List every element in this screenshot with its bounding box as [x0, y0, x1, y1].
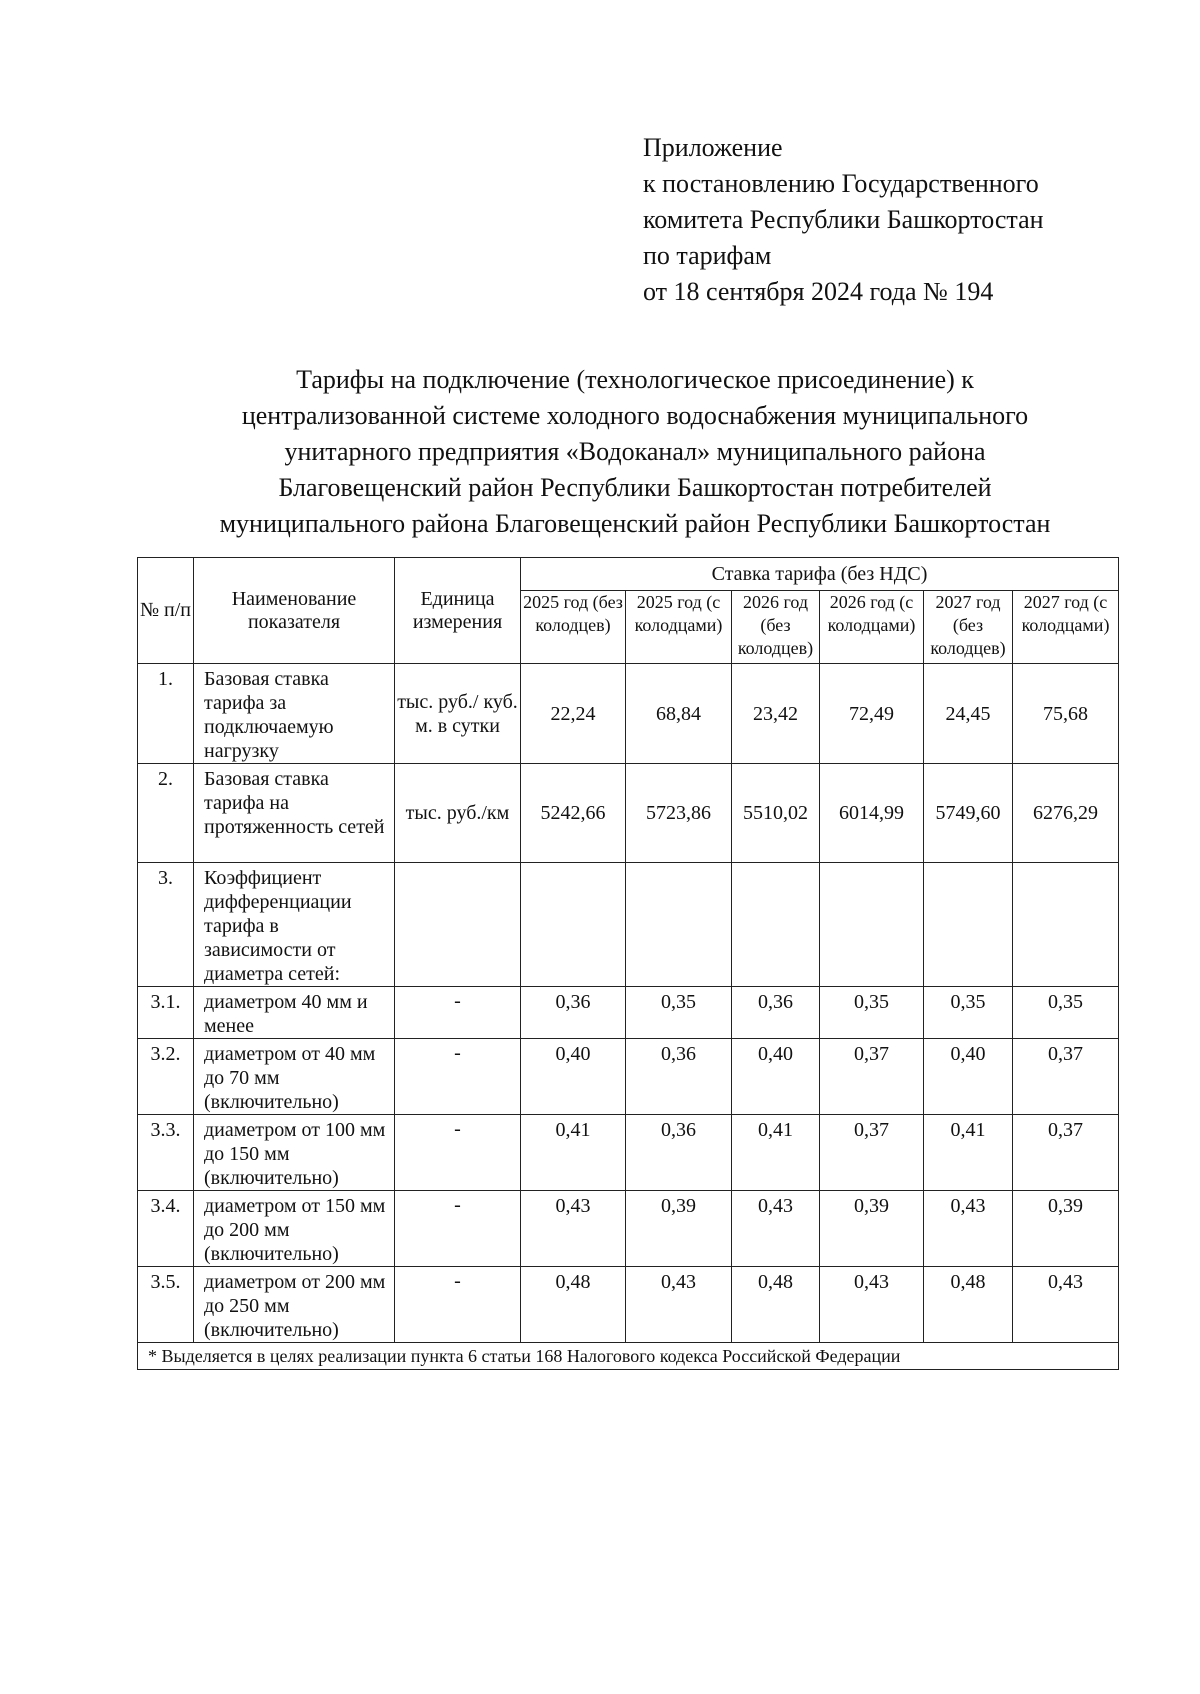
row-num: 3. — [138, 863, 194, 987]
tariff-table — [137, 557, 1119, 1370]
row-name: диаметром от 200 мм до 250 мм (включительно) — [194, 1267, 395, 1343]
footnote-row — [138, 1343, 1119, 1370]
row-value: 5723,86 — [626, 764, 732, 863]
document-title — [120, 362, 1150, 542]
row-value: 0,35 — [1013, 987, 1119, 1039]
row-value: 22,24 — [521, 664, 626, 764]
table-row — [138, 1115, 1119, 1191]
row-value: 0,39 — [1013, 1191, 1119, 1267]
row-value: 0,48 — [732, 1267, 820, 1343]
row-value: 0,39 — [820, 1191, 924, 1267]
row-num: 2. — [138, 764, 194, 863]
header-column: 2027 год (с колодцами) — [1013, 591, 1119, 664]
title-line: унитарного предприятия «Водоканал» муниципального района — [284, 437, 986, 466]
row-value: 0,39 — [626, 1191, 732, 1267]
row-value: 72,49 — [820, 664, 924, 764]
row-num: 3.1. — [138, 987, 194, 1039]
row-name: диаметром от 40 мм до 70 мм (включительно) — [194, 1039, 395, 1115]
row-unit: - — [395, 1039, 521, 1115]
row-value: 5749,60 — [924, 764, 1013, 863]
row-value — [626, 863, 732, 987]
row-value: 0,41 — [732, 1115, 820, 1191]
title-line: муниципального района Благовещенский район Республики Башкортостан — [219, 509, 1051, 538]
header-column: 2025 год (без колодцев) — [521, 591, 626, 664]
row-value: 0,41 — [924, 1115, 1013, 1191]
row-value: 75,68 — [1013, 664, 1119, 764]
appendix-line: к постановлению Государственного — [643, 169, 1039, 198]
row-name: диаметром 40 мм и менее — [194, 987, 395, 1039]
row-num: 3.4. — [138, 1191, 194, 1267]
header-name: Наименование показателя — [194, 558, 395, 664]
row-value: 0,41 — [521, 1115, 626, 1191]
row-value: 0,37 — [1013, 1115, 1119, 1191]
header-column: 2026 год (без колодцев) — [732, 591, 820, 664]
header-column: 2026 год (с колодцами) — [820, 591, 924, 664]
appendix-line: по тарифам — [643, 241, 772, 270]
row-value: 0,43 — [924, 1191, 1013, 1267]
appendix-line: от 18 сентября 2024 года № 194 — [643, 277, 994, 306]
header-rate-group: Ставка тарифа (без НДС) — [521, 558, 1119, 591]
row-value: 0,40 — [924, 1039, 1013, 1115]
row-unit — [395, 863, 521, 987]
row-value: 5242,66 — [521, 764, 626, 863]
row-value: 0,36 — [626, 1115, 732, 1191]
row-num: 3.2. — [138, 1039, 194, 1115]
row-unit: тыс. руб./ куб. м. в сутки — [395, 664, 521, 764]
row-value: 0,35 — [820, 987, 924, 1039]
header-num: № п/п — [138, 558, 194, 664]
row-value: 6276,29 — [1013, 764, 1119, 863]
row-value: 0,36 — [521, 987, 626, 1039]
row-value: 0,37 — [1013, 1039, 1119, 1115]
row-unit: - — [395, 1115, 521, 1191]
row-value: 0,37 — [820, 1115, 924, 1191]
table-row — [138, 863, 1119, 987]
row-unit: тыс. руб./км — [395, 764, 521, 863]
row-name: Базовая ставка тарифа на протяженность сетей — [194, 764, 395, 863]
row-name: Базовая ставка тарифа за подключаемую нагрузку — [194, 664, 395, 764]
row-num: 3.5. — [138, 1267, 194, 1343]
row-num: 1. — [138, 664, 194, 764]
row-unit: - — [395, 1267, 521, 1343]
row-value: 0,48 — [521, 1267, 626, 1343]
appendix-block — [643, 130, 1044, 310]
row-value: 68,84 — [626, 664, 732, 764]
row-value — [820, 863, 924, 987]
row-value — [1013, 863, 1119, 987]
row-value: 0,43 — [1013, 1267, 1119, 1343]
table-row — [138, 1039, 1119, 1115]
row-value: 0,43 — [732, 1191, 820, 1267]
row-unit: - — [395, 1191, 521, 1267]
row-value: 0,35 — [626, 987, 732, 1039]
row-value: 0,43 — [626, 1267, 732, 1343]
row-value: 24,45 — [924, 664, 1013, 764]
title-line: Тарифы на подключение (технологическое присоединение) к — [296, 365, 974, 394]
row-name: диаметром от 150 мм до 200 мм (включительно) — [194, 1191, 395, 1267]
footnote: * Выделяется в целях реализации пункта 6 статьи 168 Налогового кодекса Российской Федерации — [138, 1343, 1119, 1370]
header-column: 2027 год (без колодцев) — [924, 591, 1013, 664]
row-value: 0,43 — [521, 1191, 626, 1267]
row-num: 3.3. — [138, 1115, 194, 1191]
title-line: Благовещенский район Республики Башкортостан потребителей — [278, 473, 992, 502]
table-row — [138, 764, 1119, 863]
row-value — [521, 863, 626, 987]
table-row — [138, 1191, 1119, 1267]
row-value: 6014,99 — [820, 764, 924, 863]
row-value — [924, 863, 1013, 987]
row-value: 0,40 — [521, 1039, 626, 1115]
row-value: 23,42 — [732, 664, 820, 764]
appendix-line: комитета Республики Башкортостан — [643, 205, 1044, 234]
table-row — [138, 1267, 1119, 1343]
header-column: 2025 год (с колодцами) — [626, 591, 732, 664]
row-name: Коэффициент дифференциации тарифа в зависимости от диаметра сетей: — [194, 863, 395, 987]
row-value: 0,48 — [924, 1267, 1013, 1343]
row-value: 0,40 — [732, 1039, 820, 1115]
title-line: централизованной системе холодного водоснабжения муниципального — [241, 401, 1029, 430]
row-value: 0,43 — [820, 1267, 924, 1343]
row-value: 0,37 — [820, 1039, 924, 1115]
table-row — [138, 987, 1119, 1039]
row-value: 0,36 — [732, 987, 820, 1039]
table-row — [138, 664, 1119, 764]
row-value: 5510,02 — [732, 764, 820, 863]
row-name: диаметром от 100 мм до 150 мм (включительно) — [194, 1115, 395, 1191]
row-value — [732, 863, 820, 987]
row-value: 0,36 — [626, 1039, 732, 1115]
header-unit: Единица измерения — [395, 558, 521, 664]
row-unit: - — [395, 987, 521, 1039]
row-value: 0,35 — [924, 987, 1013, 1039]
appendix-line: Приложение — [643, 133, 783, 162]
